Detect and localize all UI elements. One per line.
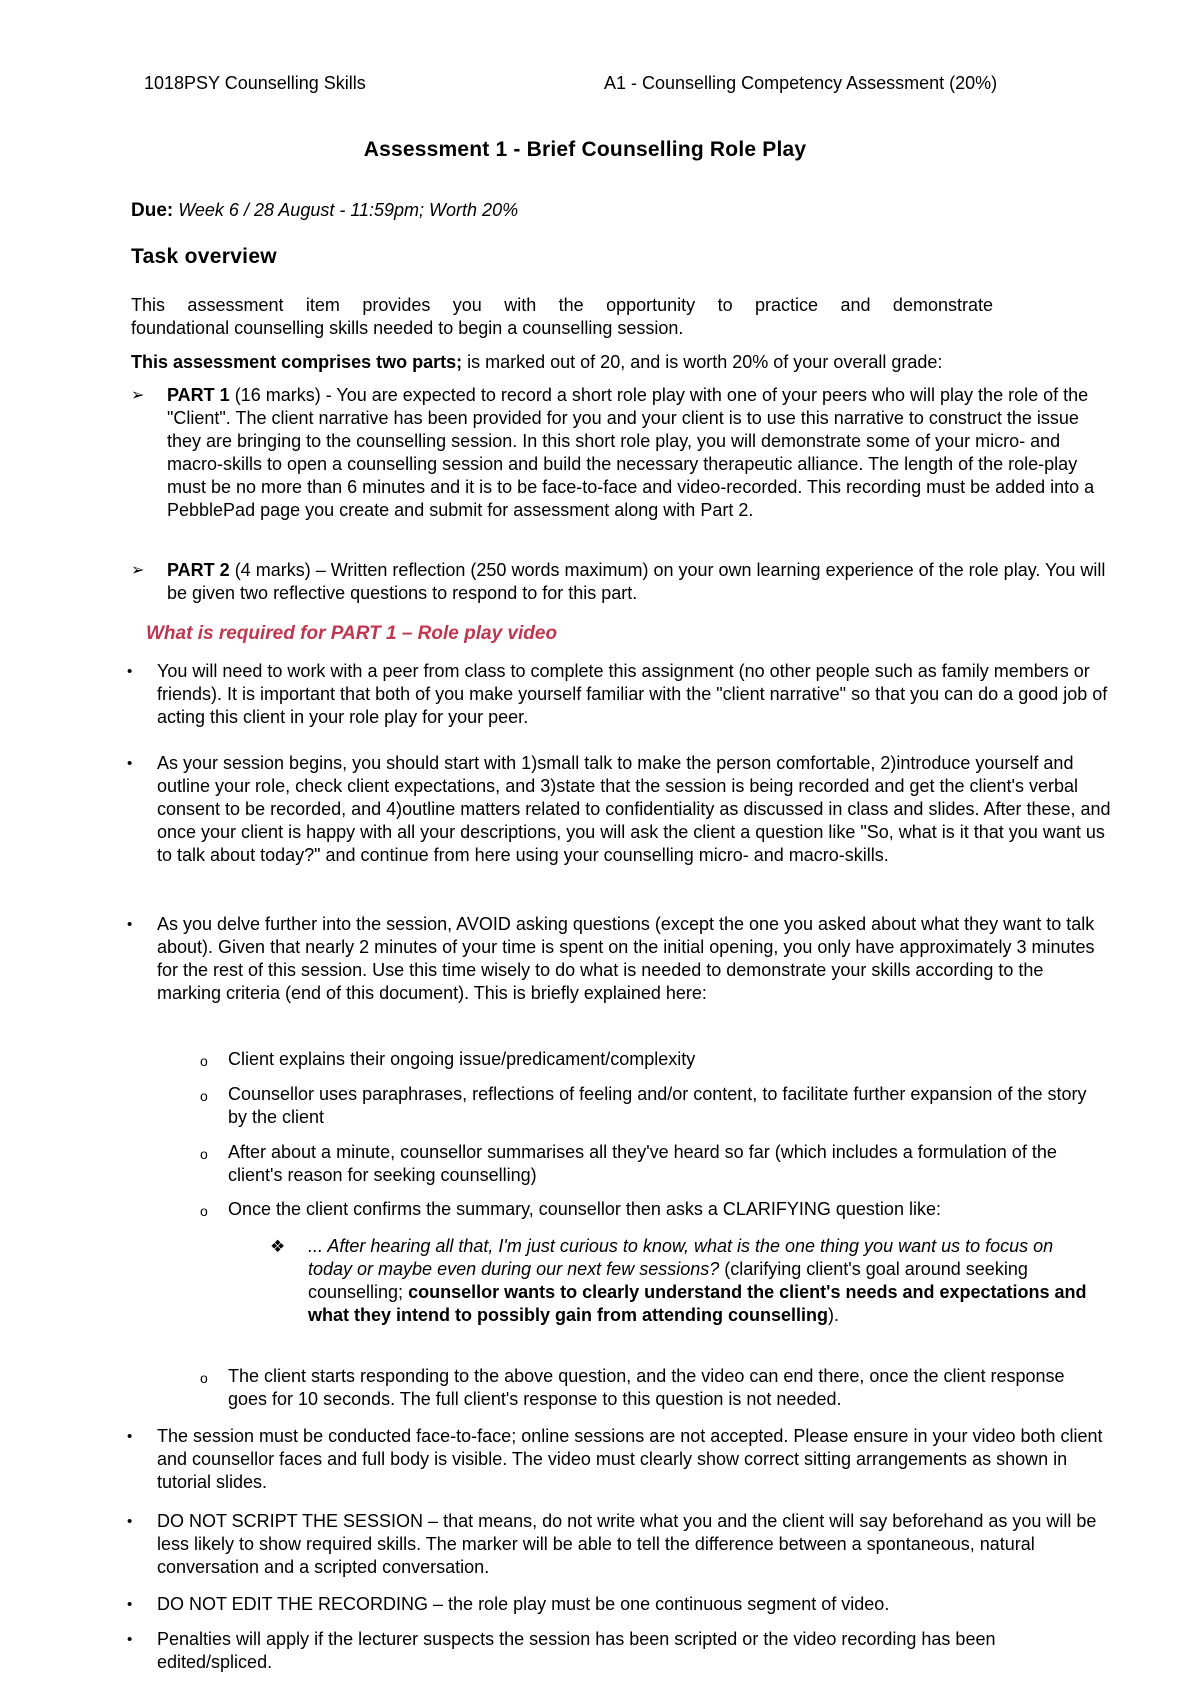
bullet-icon: • (127, 1513, 133, 1530)
intro-line-2: foundational counselling skills needed to begin a counselling session. (131, 318, 684, 338)
bullet-icon: • (127, 916, 133, 933)
sub-sub-list-item (270, 1235, 1090, 1327)
arrow-bullet-icon: ➢ (131, 387, 145, 404)
clarifying-question: ... After hearing all that, I'm just curious to know, what is the one thing you want us to focus on today or maybe even during our next few sessions? (308, 1236, 1054, 1279)
list-item (127, 1425, 1112, 1494)
part1-required-heading: What is required for PART 1 – Role play video (146, 623, 558, 644)
list-item (127, 913, 1112, 1005)
header-assessment: A1 - Counselling Competency Assessment (20%) (604, 73, 998, 93)
circle-bullet-icon: o (200, 1370, 208, 1386)
part1-label: PART 1 (167, 385, 230, 405)
sub-text: Client explains their ongoing issue/predicament/complexity (228, 1049, 696, 1069)
bullet-text: DO NOT SCRIPT THE SESSION – that means, do not write what you and the client will say beforehand as you will be less likely to show required skills. The marker will be able to tell the difference between a spontaneous, natural conversation and a scripted conversation. (157, 1511, 1097, 1577)
clarifying-emphasis: counsellor wants to clearly understand the client's needs and expectations and what they intend to possibly gain from attending counselling (308, 1282, 1087, 1325)
due-value: Week 6 / 28 August - 11:59pm; Worth 20% (178, 200, 519, 220)
part2-label: PART 2 (167, 560, 230, 580)
arrow-bullet-icon: ➢ (131, 562, 145, 579)
sub-text: Counsellor uses paraphrases, reflections of feeling and/or content, to facilitate further expansion of the story by the client (228, 1084, 1087, 1127)
due-label: Due: (131, 200, 174, 221)
list-item (127, 660, 1112, 729)
bullet-text: Penalties will apply if the lecturer suspects the session has been scripted or the video recording has been edited/spliced. (157, 1629, 996, 1672)
header-course: 1018PSY Counselling Skills (144, 73, 366, 93)
circle-bullet-icon: o (200, 1146, 208, 1162)
sub-list-item (200, 1365, 1100, 1411)
parts-summary (131, 351, 1111, 374)
list-item (127, 1628, 1112, 1674)
circle-bullet-icon: o (200, 1203, 208, 1219)
task-overview-heading: Task overview (131, 245, 277, 268)
bullet-text: DO NOT EDIT THE RECORDING – the role play must be one continuous segment of video. (157, 1594, 890, 1614)
sub-list-item (200, 1083, 1100, 1129)
bullet-icon: • (127, 663, 133, 680)
list-item (127, 1510, 1112, 1579)
sub-text: Once the client confirms the summary, counsellor then asks a CLARIFYING question like: (228, 1199, 941, 1219)
sub-list-item (200, 1198, 1100, 1221)
intro-paragraph (131, 294, 993, 340)
sub-list-item (200, 1048, 1100, 1071)
part1-item (131, 384, 1111, 522)
clarifying-note: (clarifying client's goal around seeking counselling; (308, 1259, 1028, 1302)
sub-text: The client starts responding to the above question, and the video can end there, once the client response goes for 10 seconds. The full client's response to this question is not needed. (228, 1366, 1065, 1409)
diamond-bullet-icon: ❖ (270, 1237, 286, 1256)
circle-bullet-icon: o (200, 1053, 208, 1069)
bullet-icon: • (127, 755, 133, 772)
sub-text: After about a minute, counsellor summarises all they've heard so far (which includes a formulation of the client's reason for seeking counselling) (228, 1142, 1057, 1185)
bullet-icon: • (127, 1631, 133, 1648)
due-line (131, 199, 518, 222)
part1-text: (16 marks) - You are expected to record a short role play with one of your peers who will play the role of the "Client". The client narrative has been provided for you and your client is to use this narrative to construct the issue they are bringing to the counselling session. In this short role play, you will demonstrate some of your micro- and macro-skills to open a counselling session and build the necessary therapeutic alliance. The length of the role-play must be no more than 6 minutes and it is to be face-to-face and video-recorded. This recording must be added into a PebblePad page you create and submit for assessment along with Part 2. (167, 385, 1095, 520)
list-item (127, 752, 1112, 867)
bullet-text: You will need to work with a peer from class to complete this assignment (no other people such as family members or friends). It is important that both of you make yourself familiar with the "client narrative" so that you can do a good job of acting this client in your role play for your peer. (157, 661, 1108, 727)
parts-bold: This assessment comprises two parts; (131, 352, 463, 372)
bullet-text: As you delve further into the session, AVOID asking questions (except the one you asked about what they want to talk about). Given that nearly 2 minutes of your time is spent on the initial opening, you only have approximately 3 minutes for the rest of this session. Use this time wisely to do what is needed to demonstrate your skills according to the marking criteria (end of this document). This is briefly explained here: (157, 914, 1095, 1003)
bullet-text: As your session begins, you should start with 1)small talk to make the person comfortable, 2)introduce yourself and outline your role, check client expectations, and 3)state that the session is being recorded and get the client's verbal consent to be recorded, and 4)outline matters related to confidentiality as discussed in class and slides. After these, and once your client is happy with all your descriptions, you will ask the client a question like "So, what is it that you want us to talk about today?" and continue from here using your counselling micro- and macro-skills. (157, 753, 1111, 865)
page-title: Assessment 1 - Brief Counselling Role Play (363, 138, 807, 161)
part2-text: (4 marks) – Written reflection (250 words maximum) on your own learning experience of the role play. You will be given two reflective questions to respond to for this part. (167, 560, 1106, 603)
bullet-icon: • (127, 1428, 133, 1445)
intro-line-1: This assessment item provides you with the opportunity to practice and demonstrate (131, 295, 993, 315)
part2-item (131, 559, 1111, 605)
bullet-text: The session must be conducted face-to-face; online sessions are not accepted. Please ensure in your video both client and counsellor faces and full body is visible. The video must clearly show correct sitting arrangements as shown in tutorial slides. (157, 1426, 1103, 1492)
circle-bullet-icon: o (200, 1088, 208, 1104)
list-item (127, 1593, 1112, 1616)
bullet-icon: • (127, 1596, 133, 1613)
parts-rest: is marked out of 20, and is worth 20% of your overall grade: (462, 352, 943, 372)
sub-list-item (200, 1141, 1100, 1187)
clarifying-end: ). (828, 1305, 840, 1325)
